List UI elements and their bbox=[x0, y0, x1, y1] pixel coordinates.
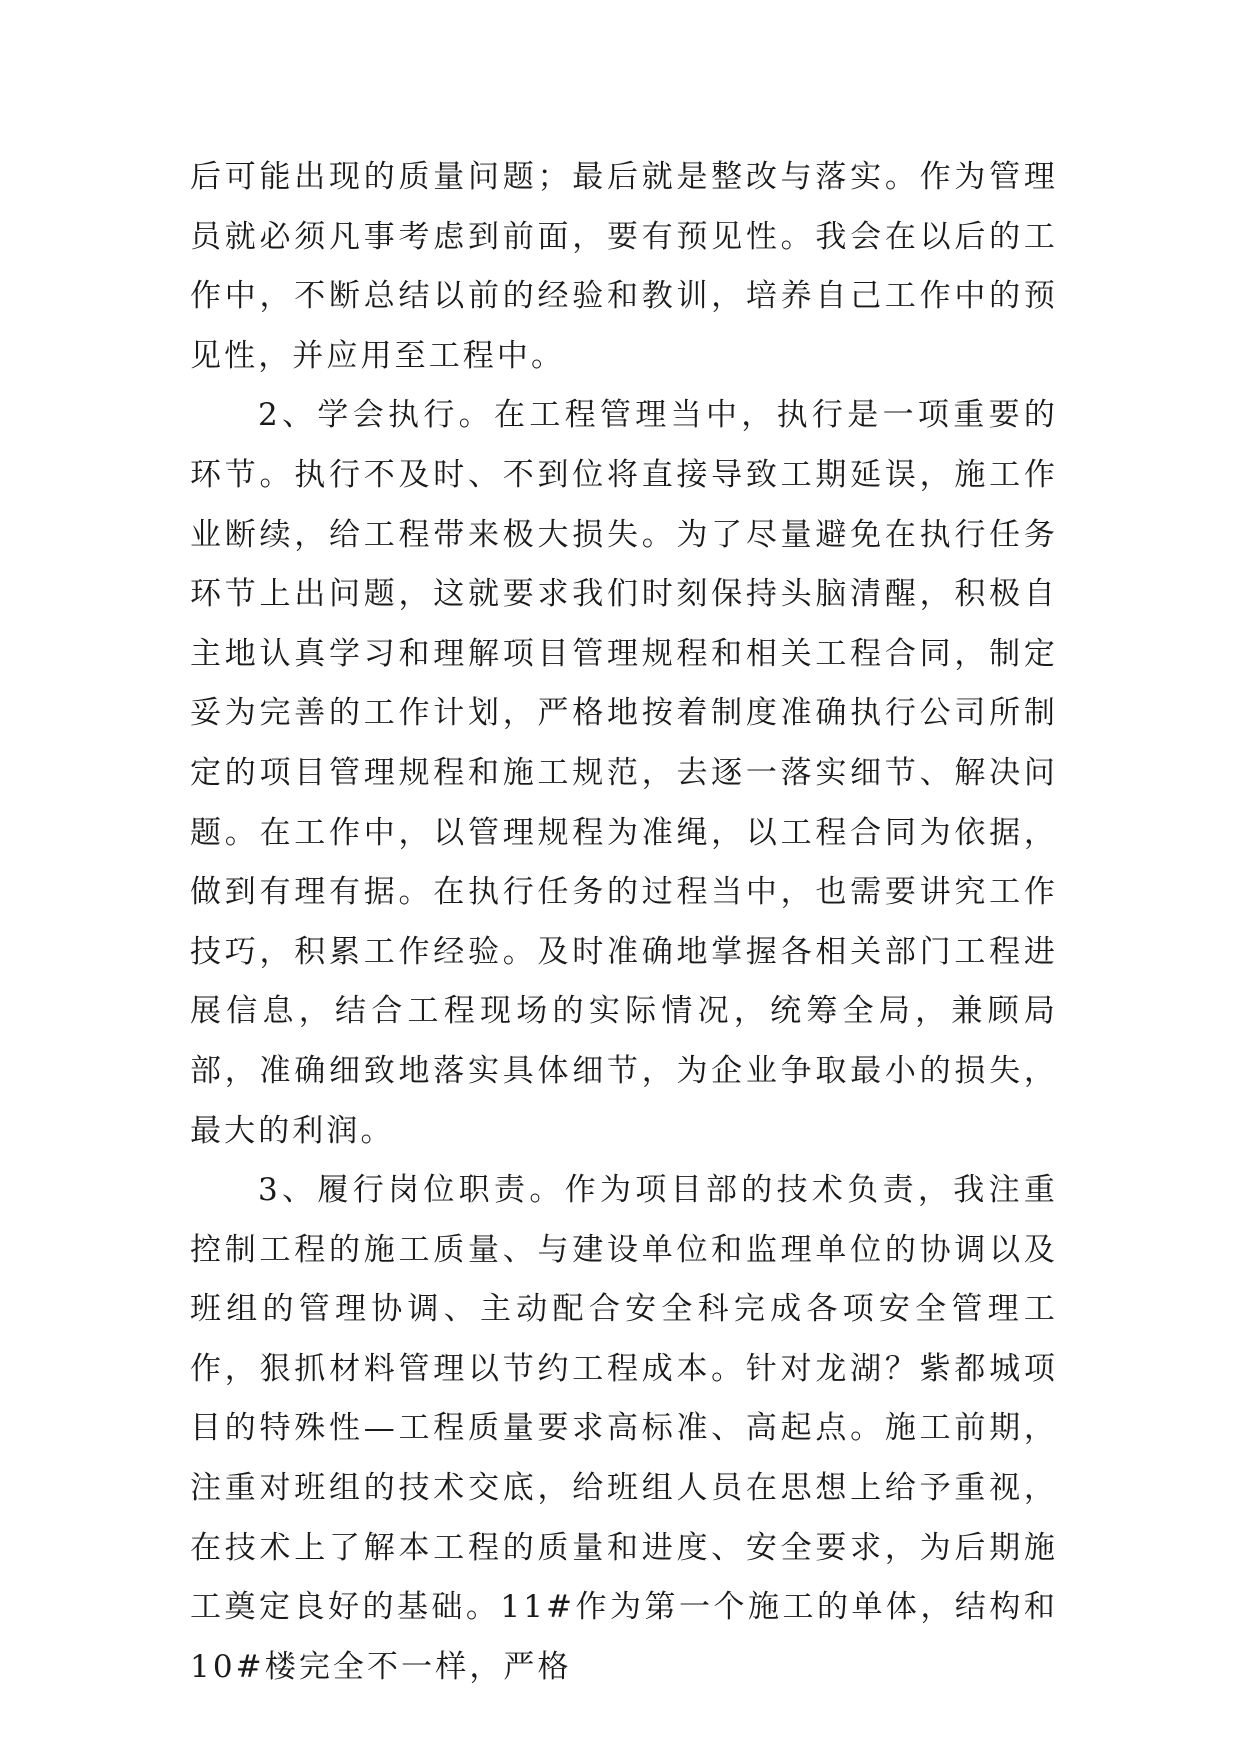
document-body bbox=[190, 148, 1058, 1697]
paragraph-job-duties: 3、履行岗位职责。作为项目部的技术负责，我注重控制工程的施工质量、与建设单位和监理单位的协调以及班组的管理协调、主动配合安全科完成各项安全管理工作，狠抓材料管理以节约工程成本。针对龙湖？紫都城项目的特殊性—工程质量要求高标准、高起点。施工前期，注重对班组的技术交底，给班组人员在思想上给予重视，在技术上了解本工程的质量和进度、安全要求，为后期施工奠定良好的基础。11#作为第一个施工的单体，结构和10#楼完全不一样，严格 bbox=[190, 1172, 1058, 1685]
paragraph-learn-execution: 2、学会执行。在工程管理当中，执行是一项重要的环节。执行不及时、不到位将直接导致工期延误，施工作业断续，给工程带来极大损失。为了尽量避免在执行任务环节上出问题，这就要求我们时刻保持头脑清醒，积极自主地认真学习和理解项目管理规程和相关工程合同，制定妥为完善的工作计划，严格地按着制度准确执行公司所制定的项目管理规程和施工规范，去逐一落实细节、解决问题。在工作中，以管理规程为准绳，以工程合同为依据，做到有理有据。在执行任务的过程当中，也需要讲究工作技巧，积累工作经验。及时准确地掌握各相关部门工程进展信息，结合工程现场的实际情况，统筹全局，兼顾局部，准确细致地落实具体细节，为企业争取最小的损失，最大的利润。 bbox=[190, 397, 1058, 1149]
paragraph-continuation: 后可能出现的质量问题；最后就是整改与落实。作为管理员就必须凡事考虑到前面，要有预见性。我会在以后的工作中，不断总结以前的经验和教训，培养自己工作中的预见性，并应用至工程中。 bbox=[190, 159, 1058, 374]
